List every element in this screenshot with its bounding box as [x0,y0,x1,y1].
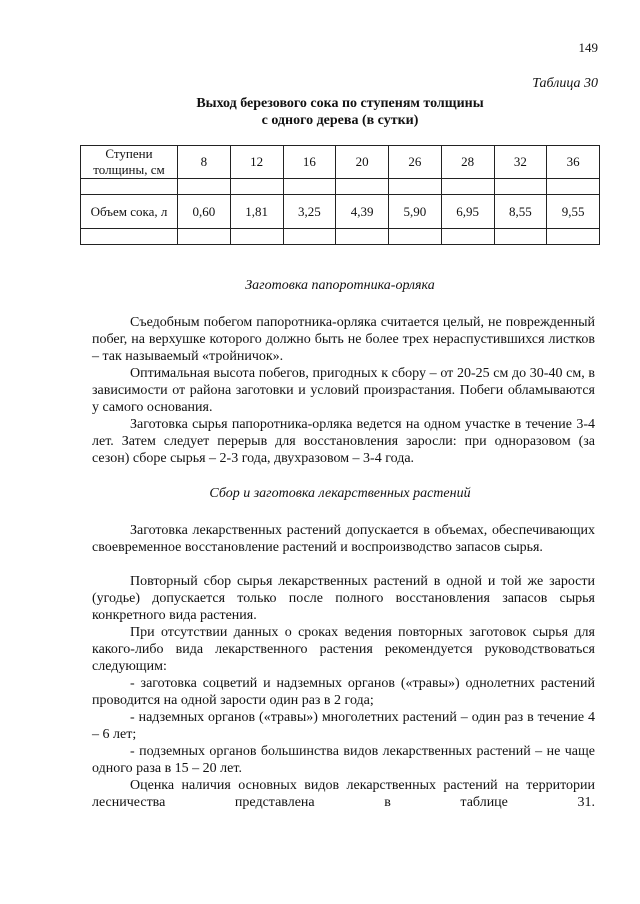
paragraph: При отсутствии данных о сроках ведения повторных заготовок сырья для какого-либо вида лекарственного растения рекомендуется руководствоваться следующим: [92,625,595,674]
table-title-line-1: Выход березового сока по ступеням толщины [196,96,484,111]
empty-cell [336,179,389,195]
volume-cell: 1,81 [230,195,283,229]
volume-cell: 0,60 [178,195,231,229]
empty-cell [494,229,547,245]
thickness-cell: 36 [547,146,600,179]
table-row-empty [81,229,600,245]
empty-cell [283,229,336,245]
volume-cell: 8,55 [494,195,547,229]
empty-cell [81,179,178,195]
paragraph: Заготовка лекарственных растений допускается в объемах, обеспечивающих своевременное восстановление растений и воспроизводство запасов сырья. [92,523,595,555]
empty-cell [178,229,231,245]
empty-cell [389,229,442,245]
empty-cell [547,179,600,195]
thickness-cell: 8 [178,146,231,179]
row-header-volume: Объем сока, л [81,195,178,229]
list-item: - подземных органов большинства видов лекарственных растений – не чаще одного раза в 15 – 20 лет. [92,744,595,776]
section-heading-fern: Заготовка папоротника-орляка [245,278,435,293]
empty-cell [283,179,336,195]
paragraph: Повторный сбор сырья лекарственных растений в одной и той же зарости (угодье) допускается только после полного восстановления запасов сырья конкретного вида растения. [92,574,595,623]
section-heading-medicinal: Сбор и заготовка лекарственных растений [209,486,471,501]
empty-cell [441,229,494,245]
thickness-cell: 26 [389,146,442,179]
table-label: Таблица 30 [532,76,598,91]
thickness-cell: 28 [441,146,494,179]
empty-cell [389,179,442,195]
paragraph: Оценка наличия основных видов лекарственных растений на территории лесничества представлена в таблице 31. [92,778,595,810]
empty-cell [441,179,494,195]
empty-cell [81,229,178,245]
row-header-thickness: Ступени толщины, см [81,146,178,179]
table-row-thickness [81,146,600,179]
list-item: - заготовка соцветий и надземных органов («травы») однолетних растений проводится на одной зарости один раз в 2 года; [92,676,595,708]
thickness-cell: 32 [494,146,547,179]
thickness-cell: 16 [283,146,336,179]
paragraph: Заготовка сырья папоротника-орляка ведется на одном участке в течение 3-4 лет. Затем следует перерыв для восстановления заросли: при одноразовом (за сезон) сборе сырья – 2-3 года, двухразовом – 3-4 года. [92,417,595,466]
page-number: 149 [578,40,598,55]
volume-cell: 9,55 [547,195,600,229]
volume-cell: 3,25 [283,195,336,229]
empty-cell [547,229,600,245]
empty-cell [178,179,231,195]
paragraph: Оптимальная высота побегов, пригодных к сбору – от 20-25 см до 30-40 см, в зависимости от района заготовки и условий произрастания. Побеги обламываются у самого основания. [92,366,595,415]
empty-cell [336,229,389,245]
volume-cell: 6,95 [441,195,494,229]
volume-cell: 5,90 [389,195,442,229]
empty-cell [494,179,547,195]
paragraph: Съедобным побегом папоротника-орляка считается целый, не поврежденный побег, на верхушке которого должно быть не более трех нераспустившихся листков – так называемый «тройничок». [92,315,595,364]
table-row-volume [81,195,600,229]
empty-cell [230,179,283,195]
sap-yield-table [80,145,600,245]
table-row-empty [81,179,600,195]
empty-cell [230,229,283,245]
table-title-line-2: с одного дерева (в сутки) [261,113,419,128]
table-title [80,95,600,129]
volume-cell: 4,39 [336,195,389,229]
thickness-cell: 20 [336,146,389,179]
thickness-cell: 12 [230,146,283,179]
list-item: - надземных органов («травы») многолетних растений – один раз в течение 4 – 6 лет; [92,710,595,742]
